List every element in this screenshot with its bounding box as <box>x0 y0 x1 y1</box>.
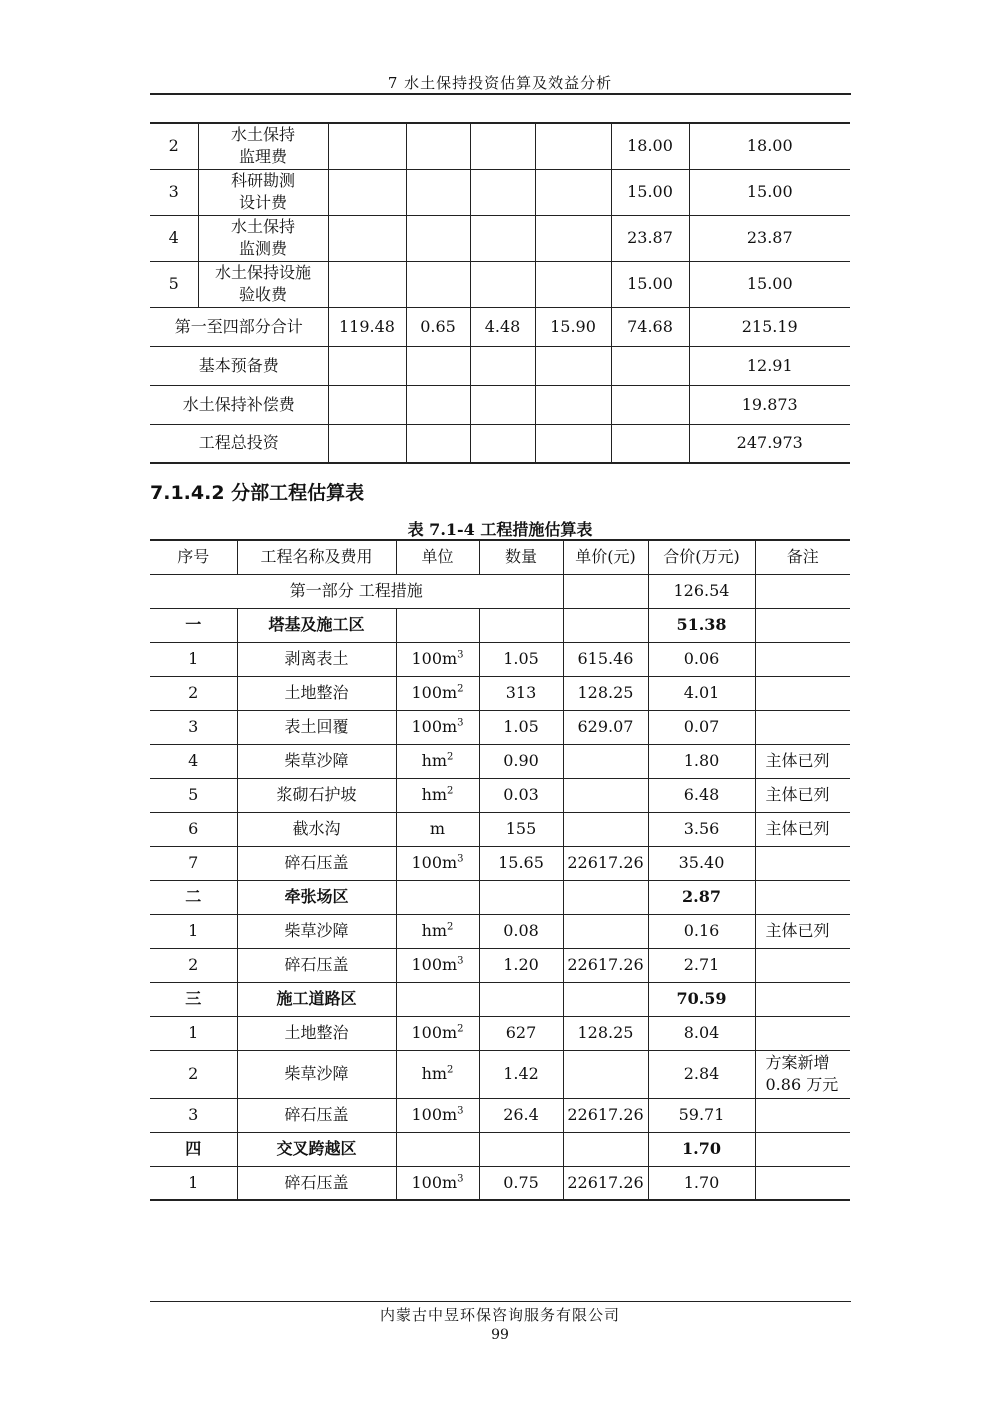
total-cell: 15.00 <box>689 261 850 307</box>
quantity-cell: 1.05 <box>479 642 563 676</box>
unit-price-cell: 22617.26 <box>563 1166 648 1200</box>
header-divider <box>150 93 851 95</box>
summary-label: 水土保持补偿费 <box>150 385 328 424</box>
unit-price-cell: 629.07 <box>563 710 648 744</box>
row-number: 2 <box>150 123 198 169</box>
row-number: 1 <box>150 1166 237 1200</box>
unit-price-cell <box>563 778 648 812</box>
amount-cell: 0.16 <box>648 914 755 948</box>
cost-name: 水土保持 监理费 <box>198 123 328 169</box>
unit-cell: $hm^2$ <box>396 778 479 812</box>
column-header: 备注 <box>755 540 850 574</box>
item-name: 表土回覆 <box>237 710 396 744</box>
value-cell: 18.00 <box>611 123 689 169</box>
table-row <box>150 1166 850 1200</box>
group-number: 四 <box>150 1132 237 1166</box>
column-header: 序号 <box>150 540 237 574</box>
summary-label: 第一至四部分合计 <box>150 307 328 346</box>
item-name: 柴草沙障 <box>237 914 396 948</box>
unit-price-cell: 22617.26 <box>563 1098 648 1132</box>
quantity-cell: 26.4 <box>479 1098 563 1132</box>
row-number: 1 <box>150 914 237 948</box>
total-cell: 23.87 <box>689 215 850 261</box>
row-number: 5 <box>150 778 237 812</box>
table-row <box>150 948 850 982</box>
item-name: 剥离表土 <box>237 642 396 676</box>
value-cell: 15.00 <box>611 169 689 215</box>
cost-name: 科研勘测 设计费 <box>198 169 328 215</box>
amount-cell: 0.07 <box>648 710 755 744</box>
amount-cell: 1.80 <box>648 744 755 778</box>
remark-cell <box>755 1166 850 1200</box>
unit-cell: $100m^3$ <box>396 948 479 982</box>
unit-price-cell: 128.25 <box>563 1016 648 1050</box>
unit-price-cell <box>563 914 648 948</box>
summary-row <box>150 346 850 385</box>
remark-cell: 主体已列 <box>755 778 850 812</box>
unit-price-cell: 615.46 <box>563 642 648 676</box>
amount-cell: 8.04 <box>648 1016 755 1050</box>
remark-cell <box>755 846 850 880</box>
unit-cell: $100m^3$ <box>396 710 479 744</box>
group-row <box>150 608 850 642</box>
unit-price-cell <box>563 812 648 846</box>
total-cell: 18.00 <box>689 123 850 169</box>
table-row <box>150 744 850 778</box>
unit-price-cell <box>563 744 648 778</box>
item-name: 碎石压盖 <box>237 948 396 982</box>
part-label: 第一部分 工程措施 <box>150 574 563 608</box>
table-row <box>150 215 850 261</box>
remark-cell: 主体已列 <box>755 744 850 778</box>
group-total: 1.70 <box>648 1132 755 1166</box>
value-cell: 23.87 <box>611 215 689 261</box>
row-number: 4 <box>150 744 237 778</box>
table-row <box>150 169 850 215</box>
unit-cell: $100m^3$ <box>396 1098 479 1132</box>
row-number: 1 <box>150 642 237 676</box>
table-row <box>150 846 850 880</box>
unit-cell: $100m^2$ <box>396 1016 479 1050</box>
amount-cell: 2.71 <box>648 948 755 982</box>
table-row <box>150 778 850 812</box>
row-number: 2 <box>150 676 237 710</box>
item-name: 柴草沙障 <box>237 1050 396 1098</box>
group-total: 51.38 <box>648 608 755 642</box>
remark-cell: 主体已列 <box>755 812 850 846</box>
row-number: 2 <box>150 948 237 982</box>
row-number: 6 <box>150 812 237 846</box>
group-number: 二 <box>150 880 237 914</box>
row-number: 2 <box>150 1050 237 1098</box>
unit-cell: m <box>396 812 479 846</box>
section-heading: 7.1.4.2 分部工程估算表 <box>150 482 365 504</box>
footer-company: 内蒙古中昱环保咨询服务有限公司 <box>379 1306 620 1324</box>
item-name: 柴草沙障 <box>237 744 396 778</box>
unit-cell: $hm^2$ <box>396 1050 479 1098</box>
value-cell: 15.00 <box>611 261 689 307</box>
unit-price-cell: 128.25 <box>563 676 648 710</box>
quantity-cell: 0.03 <box>479 778 563 812</box>
amount-cell: 2.84 <box>648 1050 755 1098</box>
row-number: 1 <box>150 1016 237 1050</box>
unit-cell: $100m^3$ <box>396 1166 479 1200</box>
group-row <box>150 982 850 1016</box>
table-row <box>150 261 850 307</box>
group-total: 70.59 <box>648 982 755 1016</box>
column-header: 工程名称及费用 <box>237 540 396 574</box>
amount-cell: 6.48 <box>648 778 755 812</box>
amount-cell: 4.01 <box>648 676 755 710</box>
group-number: 三 <box>150 982 237 1016</box>
engineering-measures-table <box>150 539 850 1201</box>
table-row <box>150 123 850 169</box>
total-cell: 19.873 <box>689 385 850 424</box>
remark-cell: 主体已列 <box>755 914 850 948</box>
table-row <box>150 676 850 710</box>
quantity-cell: 155 <box>479 812 563 846</box>
amount-cell: 59.71 <box>648 1098 755 1132</box>
unit-cell: $100m^3$ <box>396 846 479 880</box>
row-number: 3 <box>150 710 237 744</box>
group-number: 一 <box>150 608 237 642</box>
group-row <box>150 880 850 914</box>
amount-cell: 3.56 <box>648 812 755 846</box>
cost-name: 水土保持 监测费 <box>198 215 328 261</box>
footer-divider <box>150 1301 851 1302</box>
column-header: 合价(万元) <box>648 540 755 574</box>
quantity-cell: 1.20 <box>479 948 563 982</box>
quantity-cell: 0.90 <box>479 744 563 778</box>
table-row <box>150 812 850 846</box>
remark-cell: 方案新增 0.86 万元 <box>755 1050 850 1098</box>
table-row <box>150 914 850 948</box>
column-header: 单位 <box>396 540 479 574</box>
unit-cell: $hm^2$ <box>396 914 479 948</box>
item-name: 浆砌石护坡 <box>237 778 396 812</box>
remark-cell <box>755 948 850 982</box>
amount-cell: 0.06 <box>648 642 755 676</box>
unit-price-cell <box>563 1050 648 1098</box>
quantity-cell: 1.05 <box>479 710 563 744</box>
row-number: 5 <box>150 261 198 307</box>
row-number: 4 <box>150 215 198 261</box>
part-total: 126.54 <box>648 574 755 608</box>
table-row <box>150 1016 850 1050</box>
total-cell: 15.00 <box>689 169 850 215</box>
table-row <box>150 1098 850 1132</box>
item-name: 土地整治 <box>237 1016 396 1050</box>
amount-cell: 1.70 <box>648 1166 755 1200</box>
item-name: 碎石压盖 <box>237 846 396 880</box>
group-name: 牵张场区 <box>237 880 396 914</box>
summary-label: 基本预备费 <box>150 346 328 385</box>
unit-cell: $100m^3$ <box>396 642 479 676</box>
total-cell: 215.19 <box>689 307 850 346</box>
cost-name: 水土保持设施 验收费 <box>198 261 328 307</box>
table-row <box>150 642 850 676</box>
column-header: 单价(元) <box>563 540 648 574</box>
unit-cell: $100m^2$ <box>396 676 479 710</box>
row-number: 3 <box>150 1098 237 1132</box>
item-name: 截水沟 <box>237 812 396 846</box>
group-row <box>150 1132 850 1166</box>
quantity-cell: 627 <box>479 1016 563 1050</box>
remark-cell <box>755 1016 850 1050</box>
item-name: 碎石压盖 <box>237 1098 396 1132</box>
summary-label: 工程总投资 <box>150 424 328 463</box>
quantity-cell: 1.42 <box>479 1050 563 1098</box>
part-row <box>150 574 850 608</box>
table-row <box>150 1050 850 1098</box>
table-row <box>150 710 850 744</box>
remark-cell <box>755 1098 850 1132</box>
row-number: 7 <box>150 846 237 880</box>
item-name: 碎石压盖 <box>237 1166 396 1200</box>
unit-price-cell: 22617.26 <box>563 948 648 982</box>
page-header-title: 7 水土保持投资估算及效益分析 <box>387 74 613 92</box>
group-name: 交叉跨越区 <box>237 1132 396 1166</box>
remark-cell <box>755 676 850 710</box>
quantity-cell: 0.08 <box>479 914 563 948</box>
group-name: 塔基及施工区 <box>237 608 396 642</box>
quantity-cell: 313 <box>479 676 563 710</box>
quantity-cell: 0.75 <box>479 1166 563 1200</box>
investment-summary-table <box>150 122 850 464</box>
page-number: 99 <box>491 1327 509 1343</box>
remark-cell <box>755 642 850 676</box>
unit-cell: $hm^2$ <box>396 744 479 778</box>
table-header-row <box>150 540 850 574</box>
total-cell: 247.973 <box>689 424 850 463</box>
total-cell: 12.91 <box>689 346 850 385</box>
summary-row <box>150 385 850 424</box>
remark-cell <box>755 710 850 744</box>
summary-row <box>150 424 850 463</box>
column-header: 数量 <box>479 540 563 574</box>
quantity-cell: 15.65 <box>479 846 563 880</box>
row-number: 3 <box>150 169 198 215</box>
summary-row: 第一至四部分合计 119.48 0.65 4.48 15.90 74.68 215.19 <box>150 307 850 346</box>
amount-cell: 35.40 <box>648 846 755 880</box>
unit-price-cell: 22617.26 <box>563 846 648 880</box>
item-name: 土地整治 <box>237 676 396 710</box>
group-total: 2.87 <box>648 880 755 914</box>
table-caption: 表 7.1-4 工程措施估算表 <box>407 520 593 539</box>
group-name: 施工道路区 <box>237 982 396 1016</box>
